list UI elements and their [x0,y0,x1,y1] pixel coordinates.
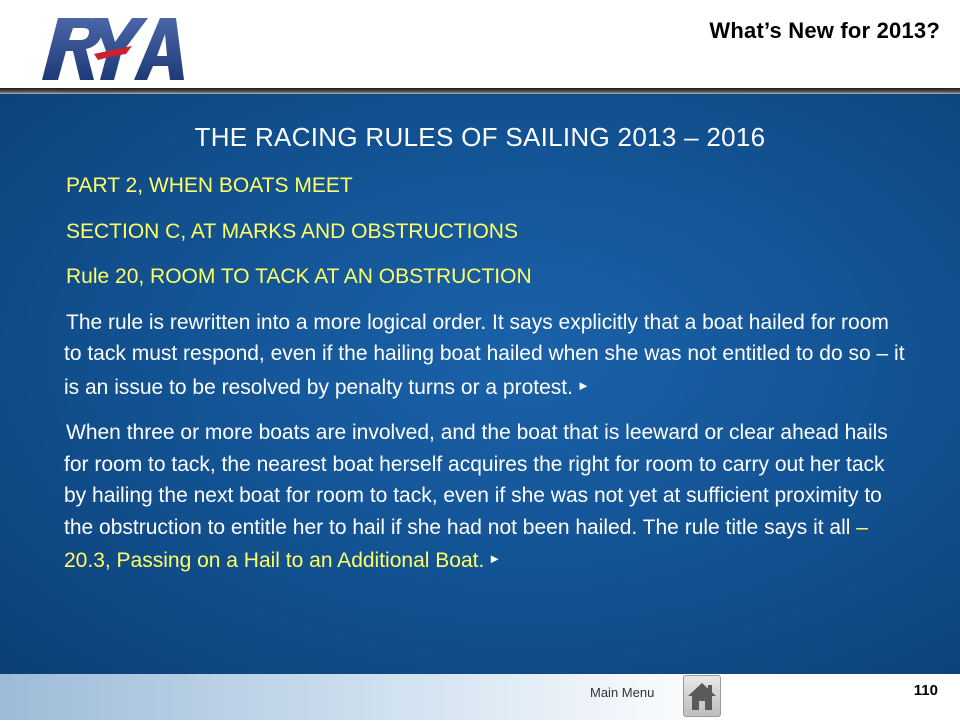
subhead-rule: Rule 20, ROOM TO TACK AT AN OBSTRUCTION [66,265,532,288]
subhead-part: PART 2, WHEN BOATS MEET [66,174,353,197]
next-arrow-icon[interactable]: ► [576,377,590,393]
slide-title: THE RACING RULES OF SAILING 2013 – 2016 [194,122,766,152]
paragraph-2-text: When three or more boats are involved, and the boat that is leeward or clear ahead hails for room to tack, the nearest boat herself acquires the right for room to carry out her tack by hailing the next boat for room to tack, even if she was not yet at sufficient proximity to the obstruction to entitle her to hail if she had not been hailed. The rule title says it all [64,421,888,539]
subhead-section: SECTION C, AT MARKS AND OBSTRUCTIONS [66,219,518,243]
home-button[interactable] [683,675,721,717]
main-menu-link[interactable]: Main Menu [590,685,655,700]
paragraph-2 [64,417,912,577]
footer-bar [0,674,960,720]
home-icon [684,676,720,716]
rya-logo [28,10,188,88]
next-arrow-icon[interactable]: ► [488,551,502,566]
paragraph-2-highlight: – 20.3, Passing on a Hail to an Additional Boat. [64,515,868,572]
paragraph-1 [64,307,912,404]
slide-content [64,170,912,591]
page-number: 110 [913,682,938,699]
header-title: What’s New for 2013? [709,18,940,43]
header-bar [0,0,960,92]
paragraph-1-text: The rule is rewritten into a more logical order. It says explicitly that a boat hailed for room to tack must respond, even if the hailing boat hailed when she was not entitled to do so – it is an issue to be resolved by penalty turns or a protest. [64,310,905,399]
